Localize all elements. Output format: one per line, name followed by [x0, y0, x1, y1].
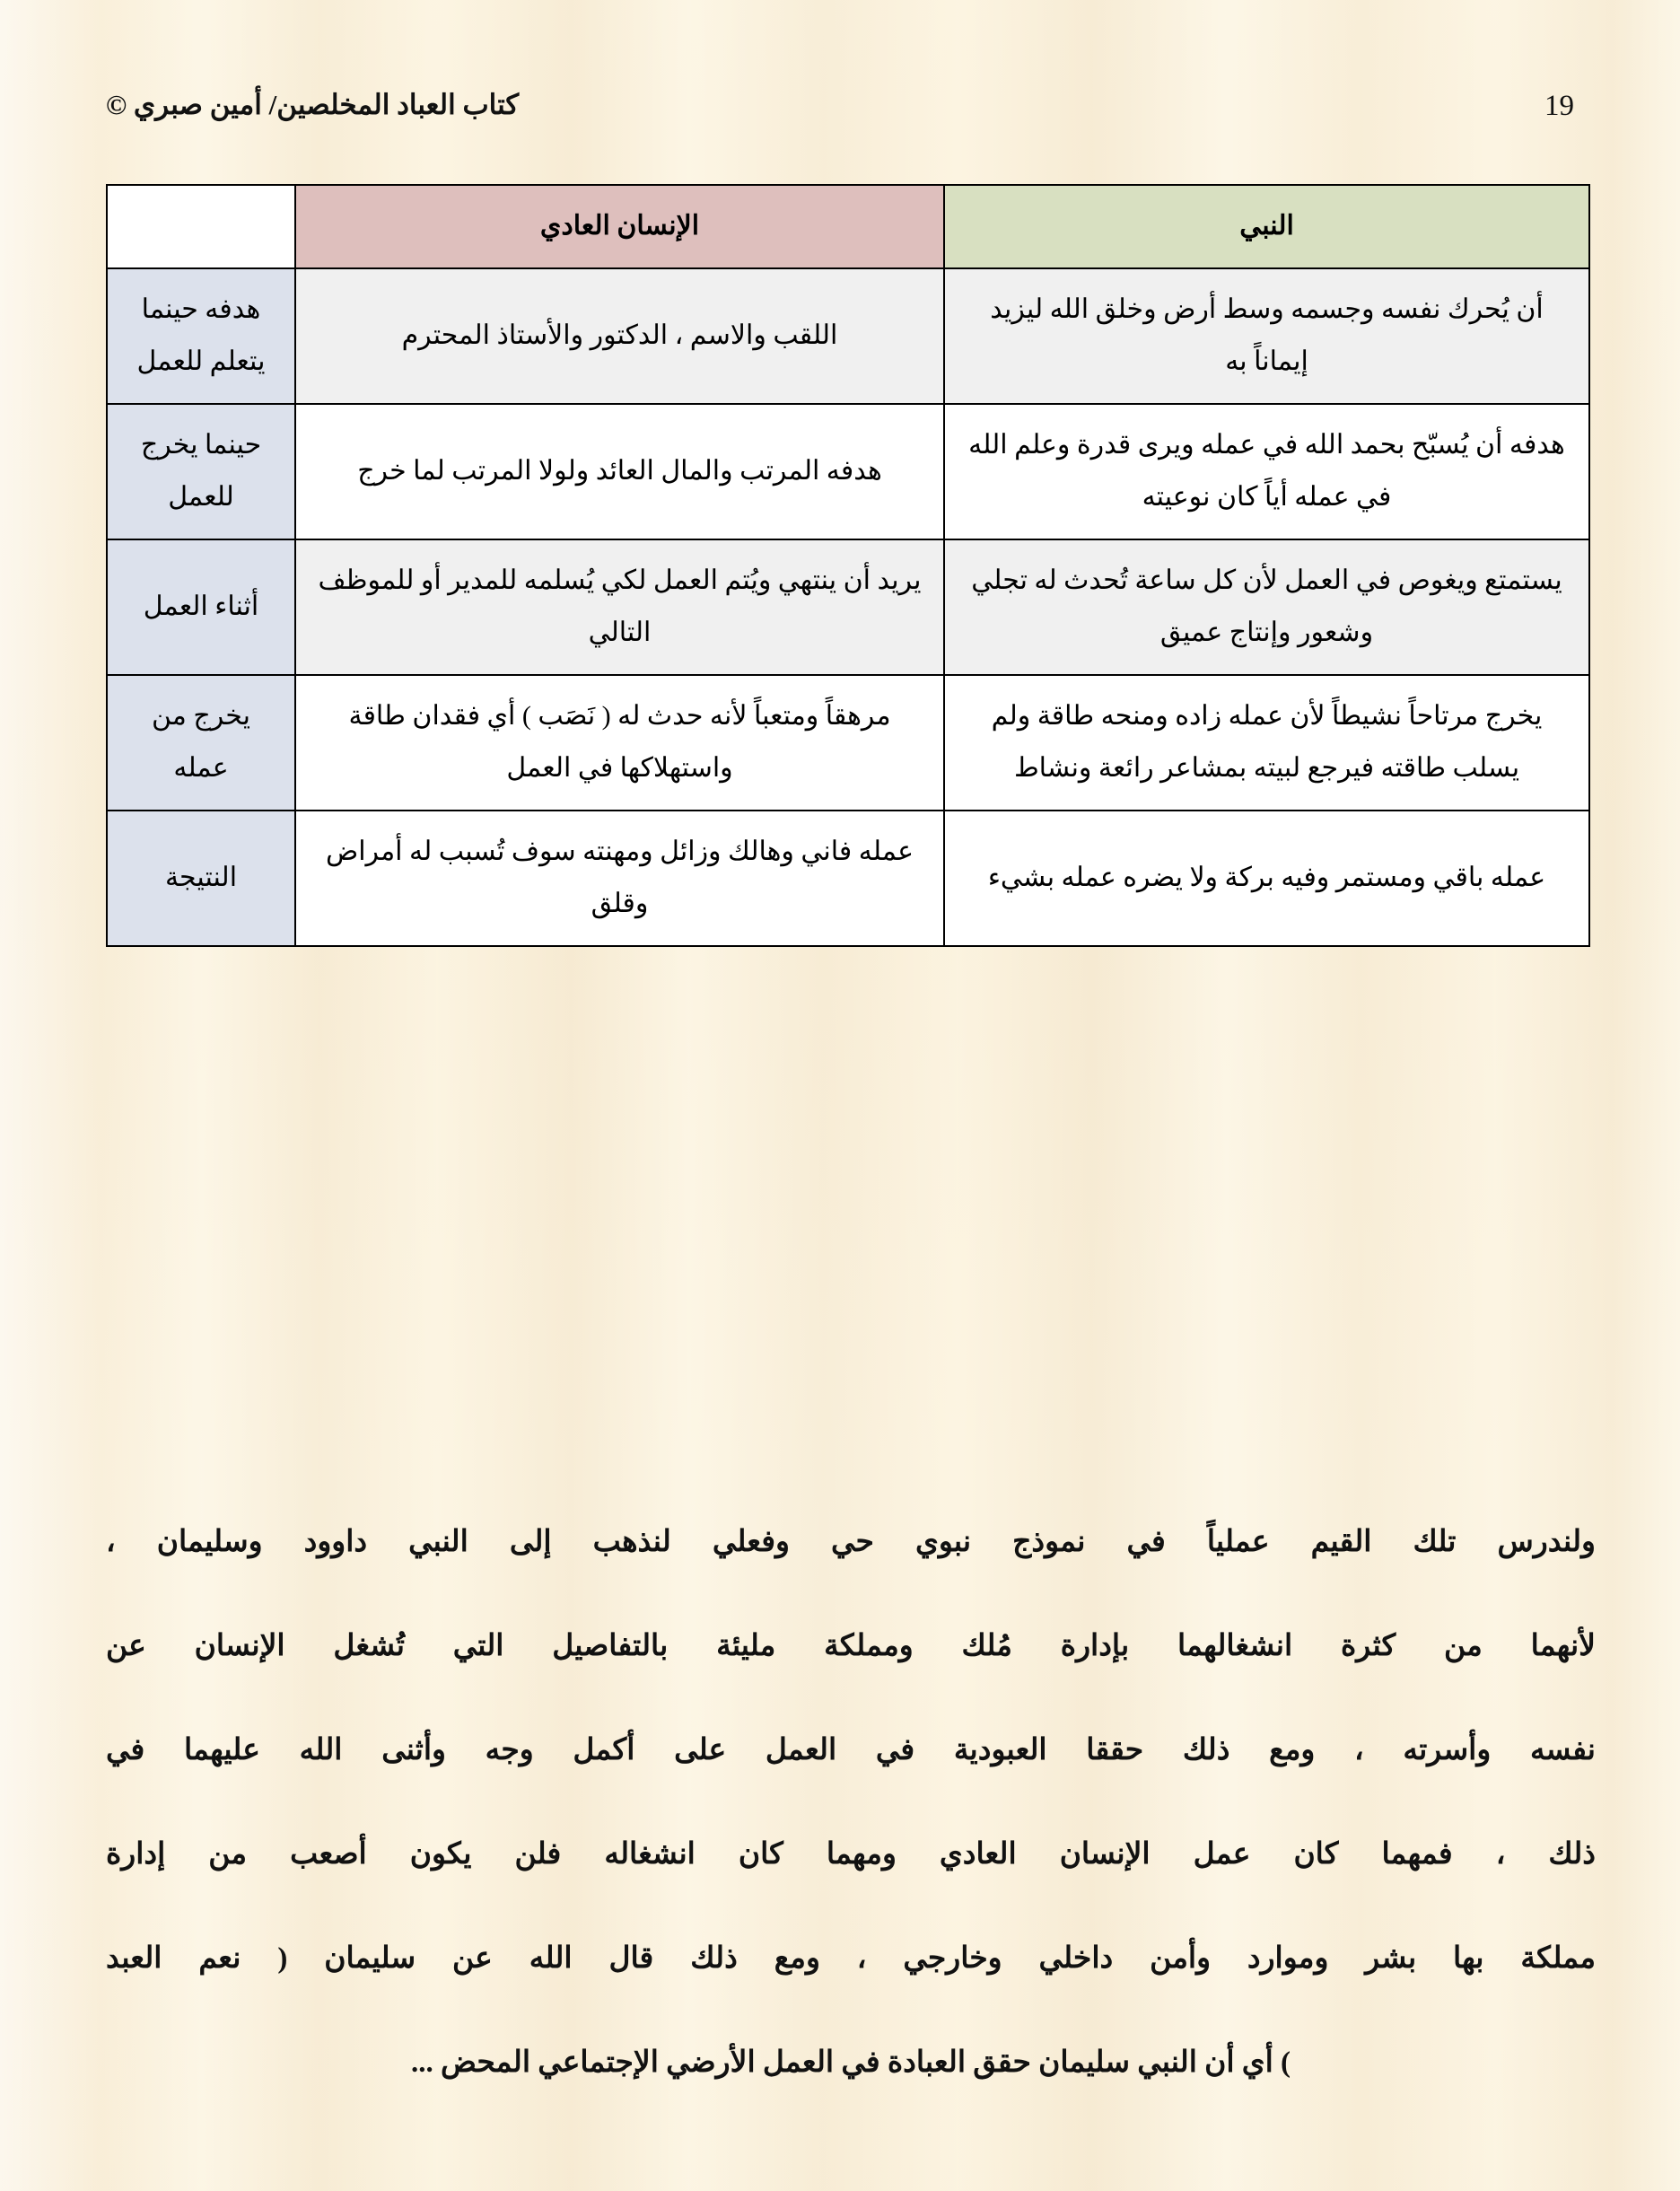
table-row — [107, 675, 1589, 811]
cell-prophet: يستمتع ويغوص في العمل لأن كل ساعة تُحدث له تجلي وشعور وإنتاج عميق — [944, 539, 1589, 675]
paragraph-line: نفسه وأسرته ، ومع ذلك حققا العبودية في العمل على أكمل وجه وأثنى الله عليهما في — [106, 1734, 1596, 1766]
paragraph-line: ) أي أن النبي سليمان حقق العبادة في العمل الأرضي الإجتماعي المحض ... — [410, 2046, 1291, 2079]
cell-normal-human: عمله فاني وهالك وزائل ومهنته سوف تُسبب له أمراض وقلق — [295, 811, 944, 946]
cell-normal-human: يريد أن ينتهي ويُتم العمل لكي يُسلمه للمدير أو للموظف التالي — [295, 539, 944, 675]
paragraph-line: ولندرس تلك القيم عملياً في نموذج نبوي حي وفعلي لنذهب إلى النبي داوود وسليمان ، — [106, 1526, 1596, 1558]
column-header-prophet: النبي — [944, 185, 1589, 268]
comparison-table — [106, 184, 1590, 947]
table-body — [107, 268, 1589, 946]
paragraph-line: ذلك ، فمهما كان عمل الإنسان العادي ومهما كان انشغاله فلن يكون أصعب من إدارة — [106, 1838, 1596, 1871]
table-row — [107, 404, 1589, 539]
cell-normal-human: مرهقاً ومتعباً لأنه حدث له ( نَصَب ) أي فقدان طاقة واستهلاكها في العمل — [295, 675, 944, 811]
table-row — [107, 268, 1589, 404]
cell-aspect-label: هدفه حينما يتعلم للعمل — [107, 268, 295, 404]
paragraph-line: مملكة بها بشر وموارد وأمن داخلي وخارجي ، ومع ذلك قال الله عن سليمان ( نعم العبد — [106, 1942, 1596, 1975]
paragraph-line: لأنهما من كثرة انشغالهما بإدارة مُلك ومملكة مليئة بالتفاصيل التي تُشغل الإنسان عن — [106, 1630, 1596, 1662]
cell-aspect-label: حينما يخرج للعمل — [107, 404, 295, 539]
table-header — [107, 185, 1589, 268]
cell-normal-human: هدفه المرتب والمال العائد ولولا المرتب لما خرج — [295, 404, 944, 539]
body-paragraph — [106, 1490, 1596, 2115]
table-row — [107, 811, 1589, 946]
book-title: كتاب العباد المخلصين/ أمين صبري © — [106, 89, 520, 120]
column-header-normal-human: الإنسان العادي — [295, 185, 944, 268]
table-header-row — [107, 185, 1589, 268]
column-header-aspect — [107, 185, 295, 268]
table-row — [107, 539, 1589, 675]
cell-prophet: عمله باقي ومستمر وفيه بركة ولا يضره عمله بشيء — [944, 811, 1589, 946]
cell-aspect-label: النتيجة — [107, 811, 295, 946]
page-header — [106, 88, 1574, 151]
cell-normal-human: اللقب والاسم ، الدكتور والأستاذ المحترم — [295, 268, 944, 404]
cell-aspect-label: يخرج من عمله — [107, 675, 295, 811]
cell-prophet: أن يُحرك نفسه وجسمه وسط أرض وخلق الله ليزيد إيماناً به — [944, 268, 1589, 404]
cell-prophet: يخرج مرتاحاً نشيطاً لأن عمله زاده ومنحه طاقة ولم يسلب طاقته فيرجع لبيته بمشاعر رائعة ونشاط — [944, 675, 1589, 811]
cell-aspect-label: أثناء العمل — [107, 539, 295, 675]
page-number: 19 — [1544, 90, 1574, 122]
cell-prophet: هدفه أن يُسبّح بحمد الله في عمله ويرى قدرة وعلم الله في عمله أياً كان نوعيته — [944, 404, 1589, 539]
